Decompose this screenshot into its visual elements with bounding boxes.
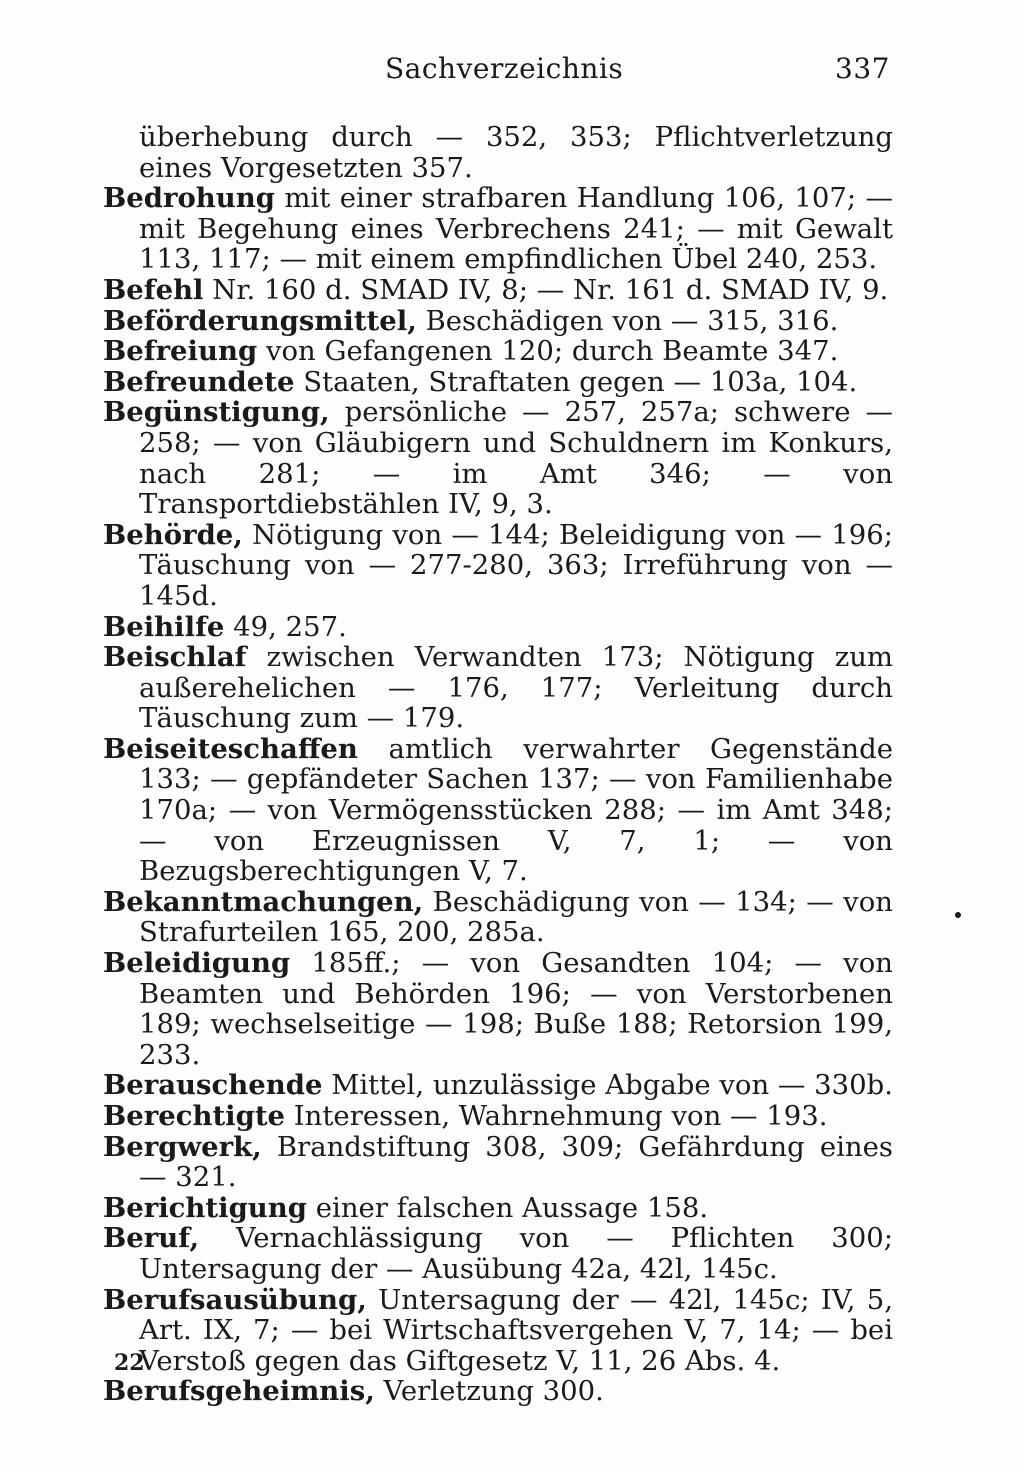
index-entry: Beförderungsmittel, Beschädigen von — 315, 316. bbox=[103, 304, 839, 337]
index-entry: Bergwerk, Brandstiftung 308, 309; Gefährdung eines — 321. bbox=[103, 1130, 893, 1194]
running-title: Sachverzeichnis bbox=[385, 52, 624, 85]
index-entry: Begünstigung, persönliche — 257, 257a; schwere — 258; — von Gläubigern und Schuldnern im Konkurs, nach 281; — im Amt 346; — von Transportdiebstählen IV, 9, 3. bbox=[103, 396, 893, 521]
index-entry: Beleidigung 185ff.; — von Gesandten 104; — von Beamten und Behörden 196; — von Verstorbenen 189; wechselseitige — 198; Buße 188; Retorsion 199, 233. bbox=[103, 947, 893, 1071]
index-entries bbox=[103, 122, 893, 1407]
ink-dot bbox=[955, 912, 961, 918]
index-entry: Befreundete Staaten, Straftaten gegen — 103a, 104. bbox=[103, 365, 858, 398]
index-entry: Befreiung von Gefangenen 120; durch Beamte 347. bbox=[103, 335, 839, 368]
index-entry: Beiseiteschaffen amtlich verwahrter Gegenstände 133; — gepfändeter Sachen 137; — von Familienhabe 170a; — von Vermögensstücken 288; — im Amt 348; — von Erzeugnissen V, 7, 1; — von Bezugsberechtigungen V, 7. bbox=[103, 732, 893, 888]
index-entry: Berauschende Mittel, unzulässige Abgabe von — 330b. bbox=[103, 1069, 893, 1102]
index-entry: Beihilfe 49, 257. bbox=[103, 610, 347, 643]
index-entry: Bekanntmachungen, Beschädigung von — 134; — von Strafurteilen 165, 200, 285a. bbox=[103, 885, 893, 949]
index-entry: Bedrohung mit einer strafbaren Handlung 106, 107; — mit Begehung eines Verbrechens 241; — mit Gewalt 113, 117; — mit einem empfindlichen Übel 240, 253. bbox=[103, 182, 893, 276]
page-header bbox=[110, 52, 890, 96]
index-entry: Berufsgeheimnis, Verletzung 300. bbox=[103, 1375, 604, 1408]
index-entry: Behörde, Nötigung von — 144; Beleidigung von — 196; Täuschung von — 277-280, 363; Irreführung von — 145d. bbox=[103, 518, 893, 612]
page-number: 337 bbox=[835, 52, 890, 85]
printer-signature: 22 bbox=[114, 1350, 145, 1376]
index-entry: Berichtigung einer falschen Aussage 158. bbox=[103, 1191, 709, 1224]
index-entry: Berechtigte Interessen, Wahrnehmung von — 193. bbox=[103, 1100, 828, 1132]
index-entry: Beischlaf zwischen Verwandten 173; Nötigung zum außerehelichen — 176, 177; Verleitung durch Täuschung zum — 179. bbox=[103, 641, 893, 735]
index-entry: Berufsausübung, Untersagung der — 42l, 145c; IV, 5, Art. IX, 7; — bei Wirtschaftsvergehen V, 7, 14; — bei Verstoß gegen das Giftgesetz V, 11, 26 Abs. 4. bbox=[103, 1283, 893, 1377]
index-entry: Beruf, Vernachlässigung von — Pflichten 300; Untersagung der — Ausübung 42a, 42l, 145c. bbox=[103, 1222, 893, 1285]
index-entry: Befehl Nr. 160 d. SMAD IV, 8; — Nr. 161 d. SMAD IV, 9. bbox=[103, 273, 889, 306]
index-entry: überhebung durch — 352, 353; Pflichtverletzung eines Vorgesetzten 357. bbox=[139, 121, 893, 184]
